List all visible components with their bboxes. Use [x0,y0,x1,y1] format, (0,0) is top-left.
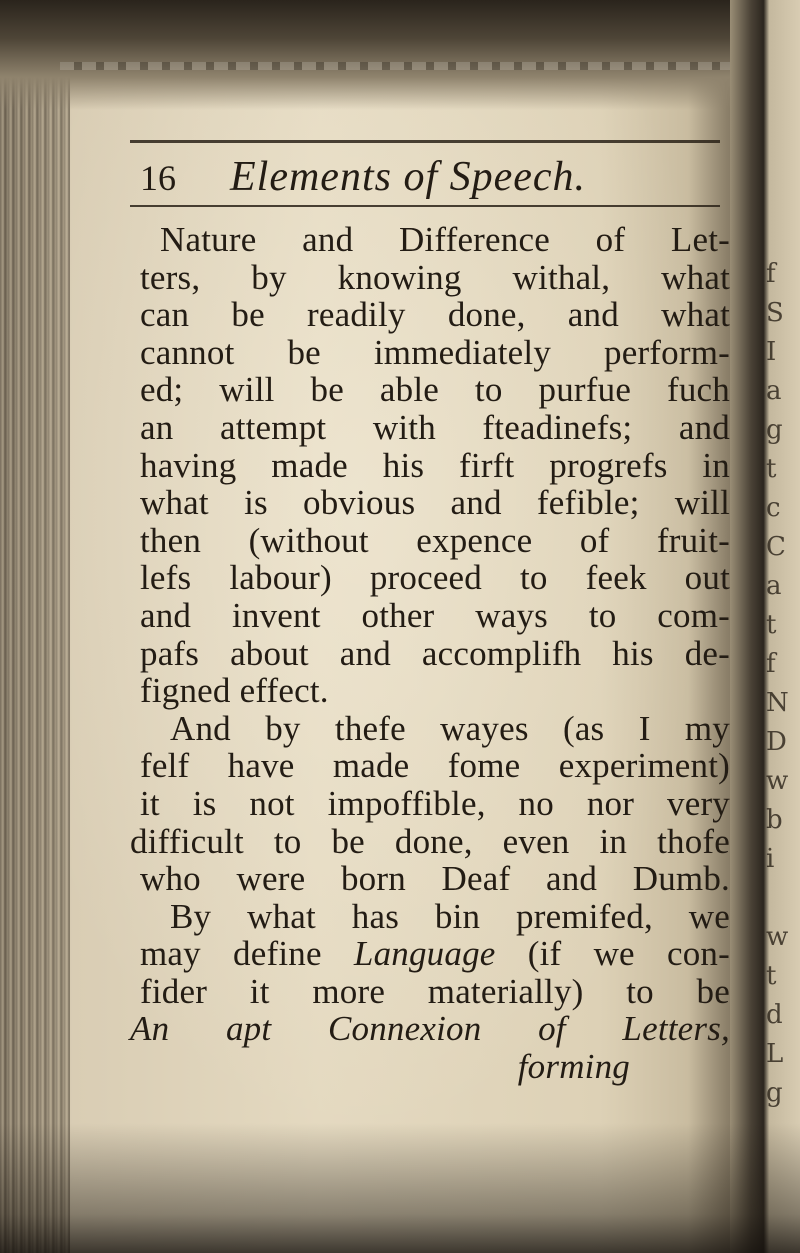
bottom-shadow [0,1123,800,1253]
text-line: figned effect. [140,671,329,711]
text-line: By what has bin premifed, we [170,896,730,936]
opposite-page-fragment [766,255,796,1113]
text-line: then (without expence of fruit- [140,520,730,560]
opposite-letter: c [766,493,781,523]
text-line: felf have made fome experiment) [140,746,730,786]
text-run: may define [140,934,322,974]
opposite-letter: g [766,1078,783,1108]
opposite-letter: b [766,805,783,835]
text-line: can be readily done, and what [140,295,730,335]
body-text [130,221,730,1086]
opposite-letter: w [766,922,789,952]
opposite-letter: S [766,298,784,328]
text-line [130,935,730,973]
text-line: and invent other ways to com- [140,595,730,635]
opposite-letter: a [766,571,782,601]
header-bottom-rule [130,205,720,207]
text-line: having made his firft progrefs in [140,445,730,485]
opposite-letter: N [766,688,789,718]
text-line: pafs about and accomplifh his de- [140,633,730,673]
text-line: what is obvious and fefible; will [140,483,730,523]
opposite-letter: t [766,610,777,640]
opposite-letter: f [766,259,776,289]
header-top-rule [130,140,720,143]
text-line: an attempt with fteadinefs; and [140,407,730,447]
catchword: forming [517,1047,630,1087]
opposite-letter: i [766,844,775,874]
left-page-edges [0,0,70,1253]
running-title: Elements of Speech. [230,154,587,200]
opposite-letter: t [766,454,777,484]
opposite-letter: a [766,376,782,406]
text-line: difficult to be done, even in thofe [130,821,730,861]
opposite-letter: C [766,532,786,562]
text-run-italic: Language [353,934,496,974]
opposite-letter: g [766,415,783,445]
text-line: fider it more materially) to be [140,971,730,1011]
text-line: An apt Connexion of Letters, [130,1009,730,1049]
text-run: (if we con- [527,934,730,974]
text-line: Nature and Difference of Let- [160,220,730,259]
running-header [130,153,730,200]
text-line: ters, by knowing withal, what [140,257,730,297]
opposite-letter [766,879,796,918]
text-line: it is not impoffible, no nor very [140,783,730,823]
opposite-letter: d [766,1000,783,1030]
text-line: And by thefe wayes (as I my [170,708,730,748]
opposite-letter: I [766,337,777,367]
top-page-edge [0,0,800,110]
opposite-letter: D [766,727,787,757]
opposite-letter: L [766,1039,784,1069]
opposite-letter: t [766,961,777,991]
text-line: cannot be immediately perform- [140,332,730,372]
opposite-letter: w [766,766,789,796]
text-line: who were born Deaf and Dumb. [140,859,730,899]
page-number: 16 [140,158,176,198]
text-line: ed; will be able to purfue fuch [140,370,730,410]
book-page [130,140,730,1086]
text-line: lefs labour) proceed to feek out [140,558,730,598]
opposite-letter: f [766,649,776,679]
